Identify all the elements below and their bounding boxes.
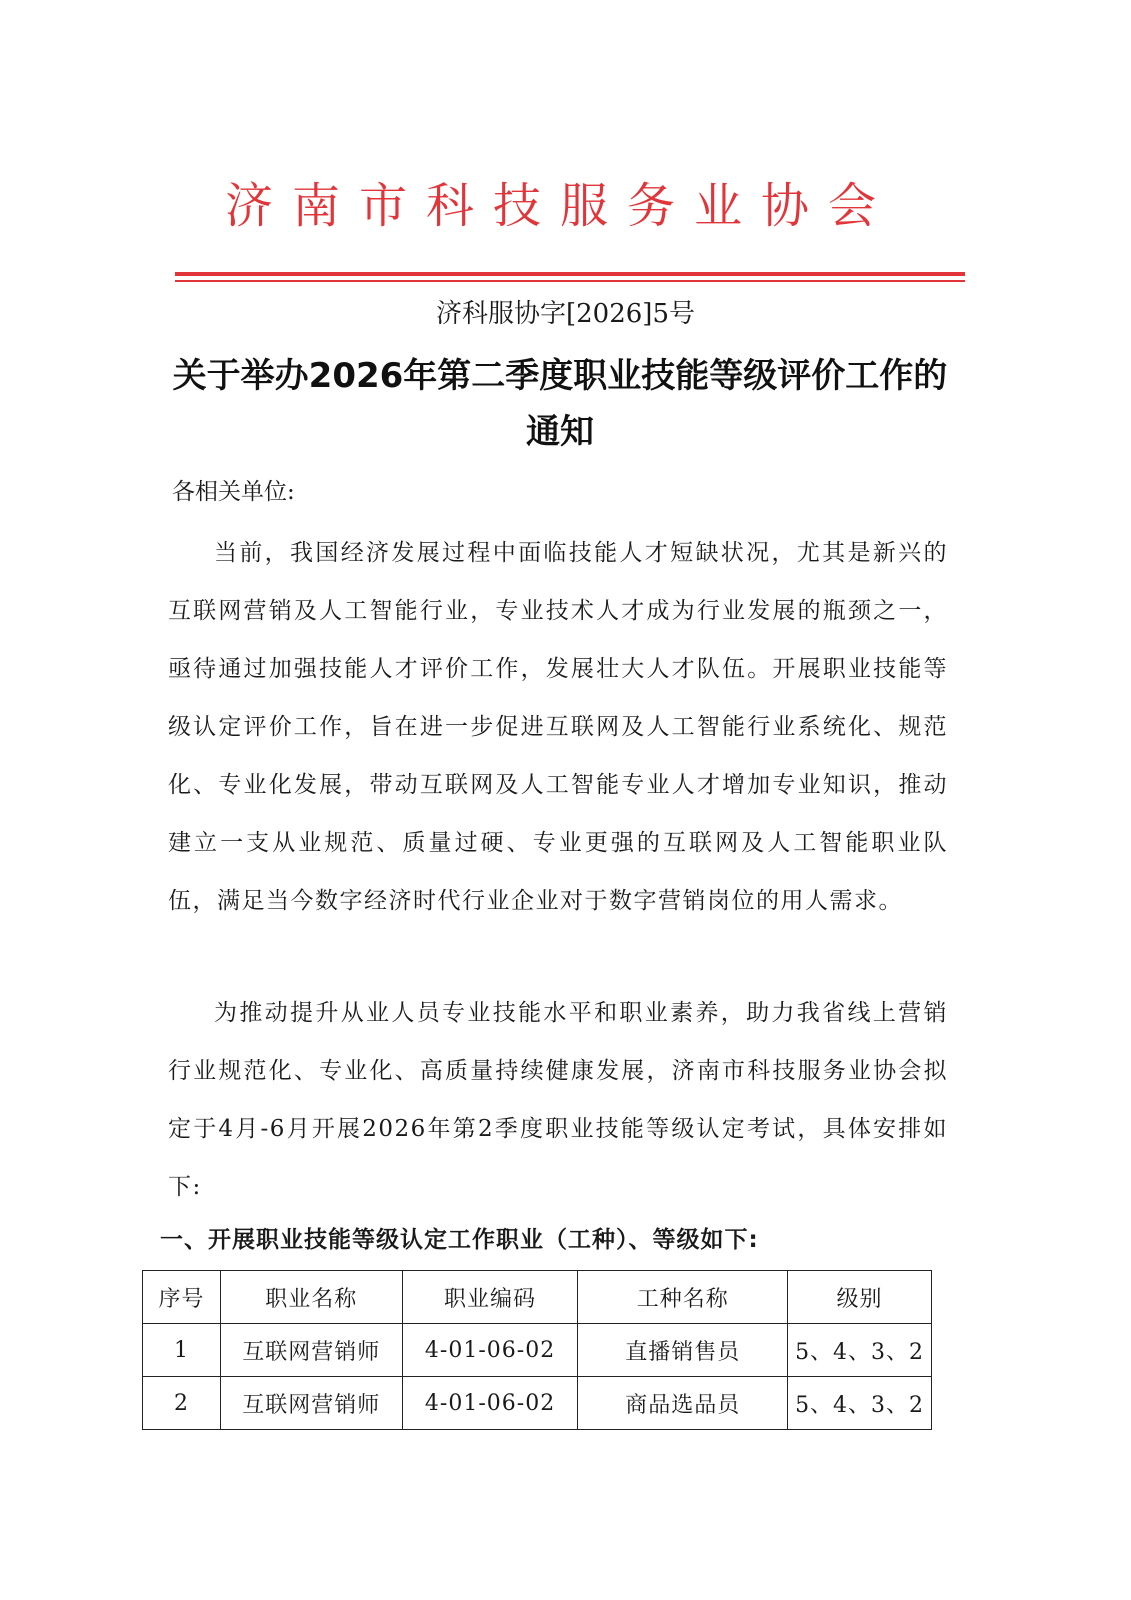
table-cell: 商品选品员: [578, 1377, 788, 1430]
section-heading: 一、开展职业技能等级认定工作职业（工种）、等级如下:: [160, 1227, 759, 1253]
header-cell: 级别: [788, 1271, 932, 1324]
table-row: [143, 1377, 932, 1430]
occupation-table: [142, 1270, 932, 1430]
document-number: 济科服协字[2026]5号: [436, 299, 695, 329]
header-cell: 工种名称: [578, 1271, 788, 1324]
red-divider-thin: [175, 280, 965, 282]
organization-masthead: 济南市科技服务业协会: [224, 178, 895, 234]
table-row: [143, 1324, 932, 1377]
red-divider-thick: [175, 272, 965, 276]
notice-title: 关于举办2026年第二季度职业技能等级评价工作的通知: [172, 356, 948, 452]
table-cell: 直播销售员: [578, 1324, 788, 1377]
table-cell: 4-01-06-02: [402, 1377, 578, 1430]
table-cell: 5、4、3、2: [788, 1324, 932, 1377]
table-cell: 互联网营销师: [220, 1377, 402, 1430]
table-cell: 2: [143, 1377, 221, 1430]
salutation: 各相关单位:: [172, 479, 295, 505]
table-cell: 互联网营销师: [220, 1324, 402, 1377]
paragraph-1: 当前，我国经济发展过程中面临技能人才短缺状况，尤其是新兴的互联网营销及人工智能行业，专业技术人才成为行业发展的瓶颈之一，亟待通过加强技能人才评价工作，发展壮大人才队伍。开展职业技能等级认定评价工作，旨在进一步促进互联网及人工智能行业系统化、规范化、专业化发展，带动互联网及人工智能专业人才增加专业知识，推动建立一支从业规范、质量过硬、专业更强的互联网及人工智能职业队伍，满足当今数字经济时代行业企业对于数字营销岗位的用人需求。: [168, 540, 948, 914]
paragraph-2: 为推动提升从业人员专业技能水平和职业素养，助力我省线上营销行业规范化、专业化、高质量持续健康发展，济南市科技服务业协会拟定于4月-6月开展2026年第2季度职业技能等级认定考试，具体安排如下:: [168, 1000, 948, 1200]
header-cell: 职业名称: [220, 1271, 402, 1324]
table-cell: 4-01-06-02: [402, 1324, 578, 1377]
table-cell: 5、4、3、2: [788, 1377, 932, 1430]
table-header-row: [143, 1271, 932, 1324]
table-cell: 1: [143, 1324, 221, 1377]
header-cell: 职业编码: [402, 1271, 578, 1324]
header-cell: 序号: [143, 1271, 221, 1324]
